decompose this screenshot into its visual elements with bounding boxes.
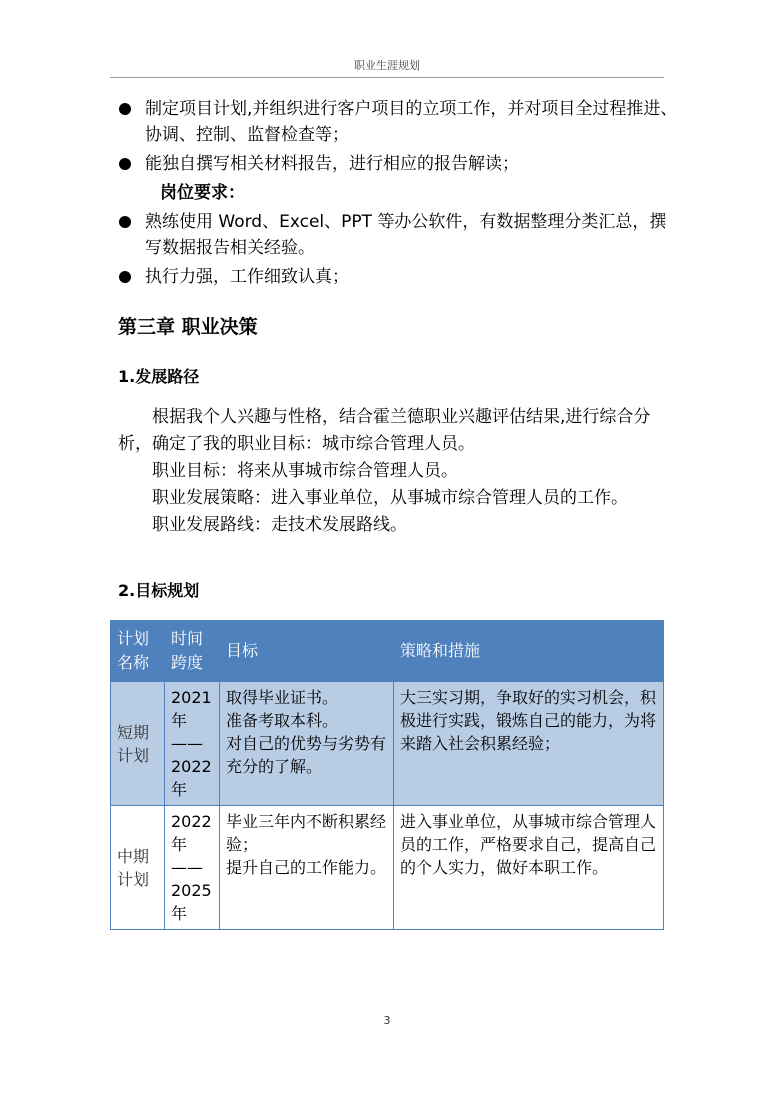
section-title-goal-planning: 2.目标规划 xyxy=(118,581,200,600)
table-header-row xyxy=(111,621,664,682)
body-paragraph: 职业目标：将来从事城市综合管理人员。 xyxy=(152,461,458,481)
plan-name-cell: 短期计划 xyxy=(111,682,165,806)
bullet-text: 能独自撰写相关材料报告，进行相应的报告解读； xyxy=(145,154,519,174)
goal-cell: 取得毕业证书。 准备考取本科。 对自己的优势与劣势有充分的了解。 xyxy=(220,682,394,806)
strategy-cell: 进入事业单位，从事城市综合管理人员的工作，严格要求自己，提高自己的个人实力，做好本职工作。 xyxy=(394,806,664,930)
bullet-item xyxy=(118,209,678,261)
time-span-cell: 2022 年——2025 年 xyxy=(165,806,220,930)
bullet-item xyxy=(118,96,678,148)
bullet-dot-icon xyxy=(119,103,131,115)
goal-cell: 毕业三年内不断积累经验； 提升自己的工作能力。 xyxy=(220,806,394,930)
column-header-goal: 目标 xyxy=(220,621,394,682)
bullet-text: 执行力强，工作细致认真； xyxy=(145,267,349,287)
table-row xyxy=(111,806,664,930)
header-divider xyxy=(110,77,664,78)
duty-bullet-list xyxy=(118,96,678,293)
bullet-dot-icon xyxy=(119,271,131,283)
time-span-cell: 2021 年——2022 年 xyxy=(165,682,220,806)
goal-plan-table xyxy=(110,620,664,930)
column-header-time-span: 时间跨度 xyxy=(165,621,220,682)
bullet-text: 制定项目计划,并组织进行客户项目的立项工作，并对项目全过程推进、协调、控制、监督检查等； xyxy=(145,99,678,145)
column-header-strategy: 策略和措施 xyxy=(394,621,664,682)
requirements-heading: 岗位要求： xyxy=(160,183,245,203)
table-row xyxy=(111,682,664,806)
plan-name-cell: 中期计划 xyxy=(111,806,165,930)
bullet-dot-icon xyxy=(119,216,131,228)
page-number: 3 xyxy=(383,1014,391,1027)
section-title-development-path: 1.发展路径 xyxy=(118,367,200,386)
bullet-dot-icon xyxy=(119,158,131,170)
strategy-cell: 大三实习期，争取好的实习机会，积极进行实践，锻炼自己的能力，为将来踏入社会积累经验； xyxy=(394,682,664,806)
column-header-plan-name: 计划名称 xyxy=(111,621,165,682)
running-header: 职业生涯规划 xyxy=(354,59,420,72)
body-paragraph: 职业发展策略：进入事业单位，从事城市综合管理人员的工作。 xyxy=(152,488,628,508)
body-paragraph: 职业发展路线：走技术发展路线。 xyxy=(152,515,407,535)
development-path-body xyxy=(118,404,664,539)
bullet-text: 熟练使用 Word、Excel、PPT 等办公软件，有数据整理分类汇总，撰写数据报告相关经验。 xyxy=(145,212,667,258)
body-paragraph: 根据我个人兴趣与性格，结合霍兰德职业兴趣评估结果,进行综合分析，确定了我的职业目标：城市综合管理人员。 xyxy=(118,407,651,454)
bullet-item xyxy=(118,264,678,290)
bullet-item xyxy=(118,151,678,177)
chapter-title: 第三章 职业决策 xyxy=(118,316,258,338)
